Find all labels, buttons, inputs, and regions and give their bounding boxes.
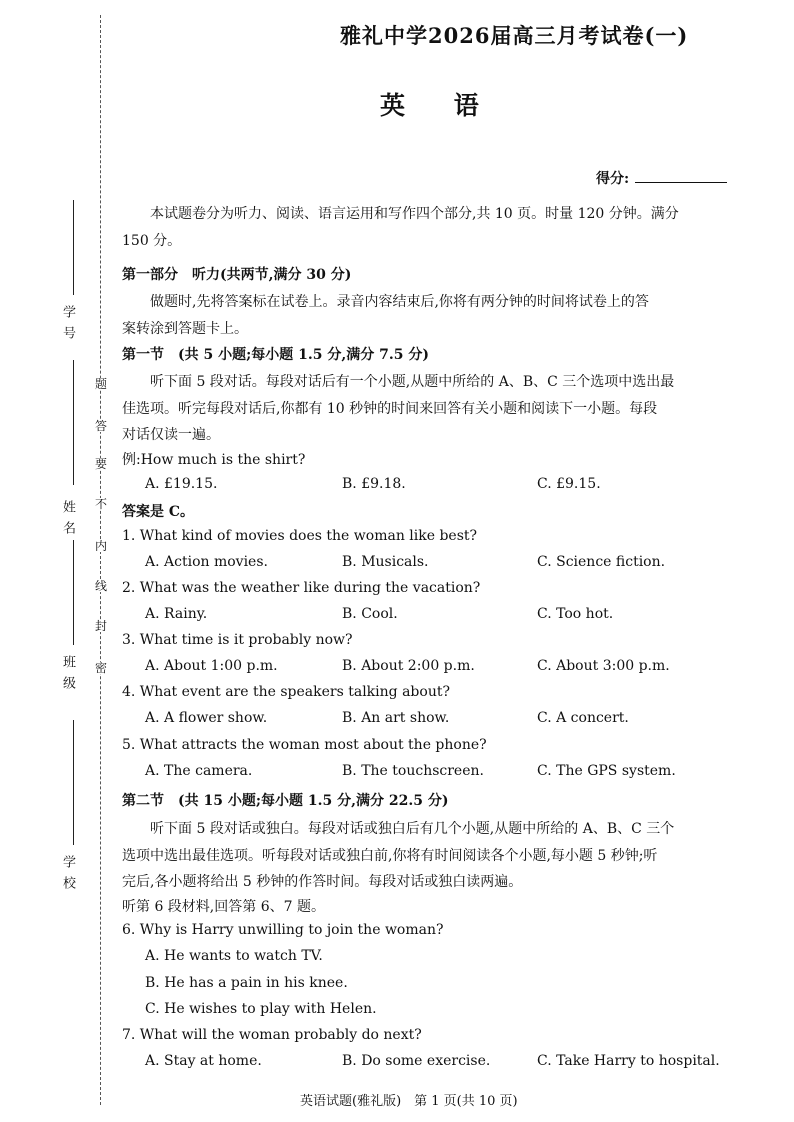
option: A. A flower show.: [145, 710, 268, 726]
question: 3. What time is it probably now?: [122, 632, 353, 648]
instruction-line: 案转涂到答题卡上。: [122, 321, 248, 337]
option: B. About 2:00 p.m.: [342, 658, 475, 674]
intro-line: 150 分。: [122, 233, 182, 249]
seal-char: 不: [92, 498, 110, 510]
option: B. An art show.: [342, 710, 450, 726]
question: 5. What attracts the woman most about the phone?: [122, 737, 487, 753]
binding-line: [100, 15, 101, 1105]
school-label: 学 校: [60, 855, 75, 892]
option: B. Do some exercise.: [342, 1053, 491, 1069]
seal-char: 封: [92, 620, 110, 632]
student-id-blank: [73, 200, 74, 295]
seal-char: 题: [92, 378, 110, 390]
example-option: C. £9.15.: [537, 476, 601, 492]
instruction-line: 做题时,先将答案标在试卷上。录音内容结束后,你将有两分钟的时间将试卷上的答: [150, 294, 649, 310]
material-note: 听第 6 段材料,回答第 6、7 题。: [122, 899, 325, 915]
seal-char: 要: [92, 458, 110, 470]
intro-line: 本试题卷分为听力、阅读、语言运用和写作四个部分,共 10 页。时量 120 分钟。满分: [150, 206, 679, 222]
question: 4. What event are the speakers talking about?: [122, 684, 450, 700]
option: C. Science fiction.: [537, 554, 666, 570]
instruction-line: 对话仅读一遍。: [122, 427, 220, 443]
example-option: A. £19.15.: [145, 476, 218, 492]
option: A. The camera.: [145, 763, 253, 779]
section-heading: 第一节 (共 5 小题;每小题 1.5 分,满分 7.5 分): [122, 347, 429, 363]
subject-title: 英 语: [380, 91, 499, 120]
seal-char: 内: [92, 540, 110, 552]
school-blank: [73, 720, 74, 845]
question: 1. What kind of movies does the woman like best?: [122, 528, 478, 544]
exam-title: 雅礼中学2026届高三月考试卷(一): [340, 23, 689, 48]
instruction-line: 完后,各小题将给出 5 秒钟的作答时间。每段对话或独白读两遍。: [122, 874, 523, 890]
name-label: 姓 名: [60, 500, 75, 537]
instruction-line: 选项中选出最佳选项。听每段对话或独白前,你将有时间阅读各个小题,每小题 5 秒钟;听: [122, 848, 658, 864]
part-heading: 第一部分 听力(共两节,满分 30 分): [122, 267, 352, 283]
seal-char: 线: [92, 580, 110, 592]
option: A. Rainy.: [145, 606, 208, 622]
example-question: 例:How much is the shirt?: [122, 452, 306, 468]
class-label: 班 级: [60, 655, 75, 692]
seal-char: 密: [92, 662, 110, 674]
option: B. The touchscreen.: [342, 763, 484, 779]
page-footer: 英语试题(雅礼版) 第 1 页(共 10 页): [300, 1094, 518, 1109]
option: B. He has a pain in his knee.: [145, 975, 348, 991]
instruction-line: 听下面 5 段对话或独白。每段对话或独白后有几个小题,从题中所给的 A、B、C 三个: [150, 821, 675, 837]
option: B. Cool.: [342, 606, 398, 622]
option: C. About 3:00 p.m.: [537, 658, 670, 674]
example-answer: 答案是 C。: [122, 504, 195, 520]
student-id-label: 学 号: [60, 305, 75, 342]
score-blank: [635, 182, 727, 183]
instruction-line: 听下面 5 段对话。每段对话后有一个小题,从题中所给的 A、B、C 三个选项中选出最: [150, 374, 675, 390]
option: C. The GPS system.: [537, 763, 676, 779]
score-label: 得分:: [596, 171, 630, 187]
option: C. He wishes to play with Helen.: [145, 1001, 377, 1017]
option: C. Too hot.: [537, 606, 614, 622]
option: A. Action movies.: [145, 554, 268, 570]
question: 2. What was the weather like during the vacation?: [122, 580, 481, 596]
option: A. Stay at home.: [145, 1053, 262, 1069]
option: C. Take Harry to hospital.: [537, 1053, 720, 1069]
section-heading: 第二节 (共 15 小题;每小题 1.5 分,满分 22.5 分): [122, 793, 449, 809]
question: 7. What will the woman probably do next?: [122, 1027, 422, 1043]
option: B. Musicals.: [342, 554, 429, 570]
option: A. About 1:00 p.m.: [145, 658, 278, 674]
option: A. He wants to watch TV.: [145, 948, 323, 964]
name-blank: [73, 360, 74, 485]
question: 6. Why is Harry unwilling to join the woman?: [122, 922, 444, 938]
seal-char: 答: [92, 420, 110, 432]
class-blank: [73, 540, 74, 645]
instruction-line: 佳选项。听完每段对话后,你都有 10 秒钟的时间来回答有关小题和阅读下一小题。每段: [122, 401, 658, 417]
example-option: B. £9.18.: [342, 476, 406, 492]
option: C. A concert.: [537, 710, 629, 726]
